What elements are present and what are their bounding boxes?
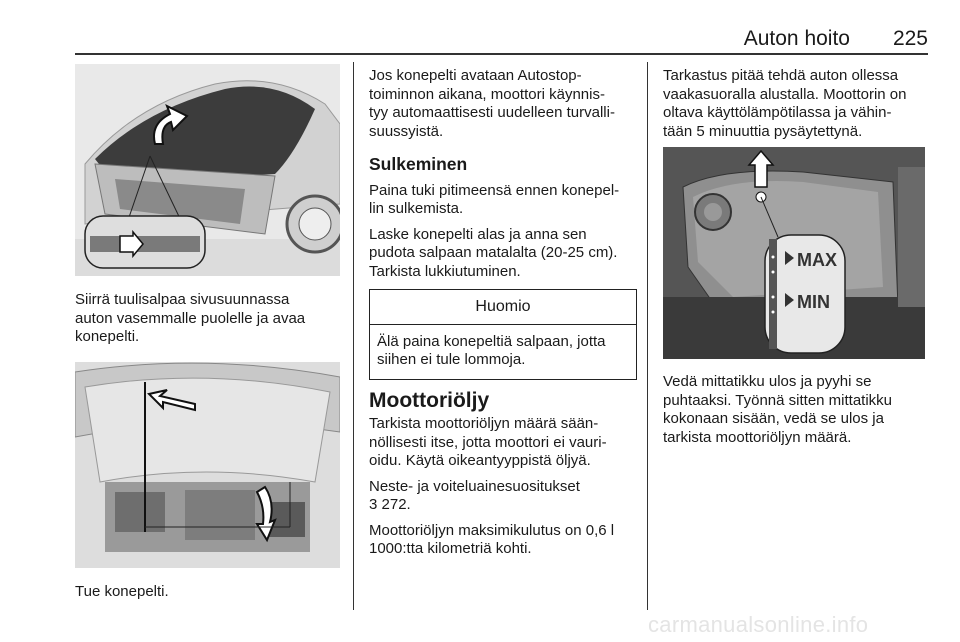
autostop-paragraph: Jos konepelti avataan Autostop- toiminnon aikana, moottori käynnis- tyy automaattisesti uudelleen turvalli- suussyistä. <box>369 67 615 140</box>
header-rule <box>75 53 928 55</box>
dipstick-min-label: MIN <box>797 292 830 312</box>
oil-paragraph-3: Moottoriöljyn maksimikulutus on 0,6 l 1000:tta kilometriä kohti. <box>369 521 615 557</box>
caption-support-hood <box>75 583 345 609</box>
header-page-number: 225 <box>892 27 928 50</box>
column-3-bottom <box>663 373 931 454</box>
dipstick-max-label: MAX <box>797 250 837 270</box>
caption-move-latch <box>75 291 345 354</box>
closing-heading: Sulkeminen <box>369 154 468 174</box>
oil-paragraph-1: Tarkista moottoriöljyn määrä sään- nöllisesti itse, jotta moottori ei vauri- oidu. Käytä oikeantyyppistä öljyä. <box>369 415 607 469</box>
column-divider-1 <box>353 62 354 610</box>
note-body: Älä paina konepeltiä salpaan, jotta siihen ei tule lommoja. <box>377 332 606 368</box>
engine-oil-heading: Moottoriöljy <box>369 388 490 412</box>
check-conditions-paragraph: Tarkastus pitää tehdä auton ollessa vaakasuoralla alustalla. Moottorin on oltava käyttölämpötilassa ja vähin- tään 5 minuuttia pysäytettynä. <box>663 67 907 140</box>
closing-paragraph-2: Laske konepelti alas ja anna sen pudota salpaan matalalta (20-25 cm). Tarkista lukkiutuminen. <box>369 225 618 280</box>
hood-latch-illustration <box>75 64 340 276</box>
dipstick-illustration <box>663 147 925 359</box>
note-box <box>369 289 637 380</box>
caption-move-latch-text: Siirrä tuulisalpaa sivusuunnassa auton vasemmalle puolelle ja avaa konepelti. <box>75 291 306 345</box>
dipstick-procedure-paragraph: Vedä mittatikku ulos ja pyyhi se puhtaaksi. Työnnä sitten mittatikku kokonaan sisään, vedä se ulos ja tarkista moottoriöljyn määrä. <box>663 373 893 446</box>
note-title: Huomio <box>370 290 636 325</box>
column-3-top <box>663 67 931 148</box>
oil-paragraph-2: Neste- ja voiteluainesuositukset 3 272. <box>369 477 580 513</box>
column-2 <box>369 67 637 566</box>
header-section-title: Auton hoito <box>743 27 850 50</box>
hood-support-illustration <box>75 362 340 568</box>
caption-support-hood-text: Tue konepelti. <box>75 583 169 600</box>
watermark: carmanualsonline.info <box>648 612 869 637</box>
closing-paragraph-1: Paina tuki pitimeensä ennen konepel- lin sulkemista. <box>369 181 620 217</box>
column-divider-2 <box>647 62 648 610</box>
